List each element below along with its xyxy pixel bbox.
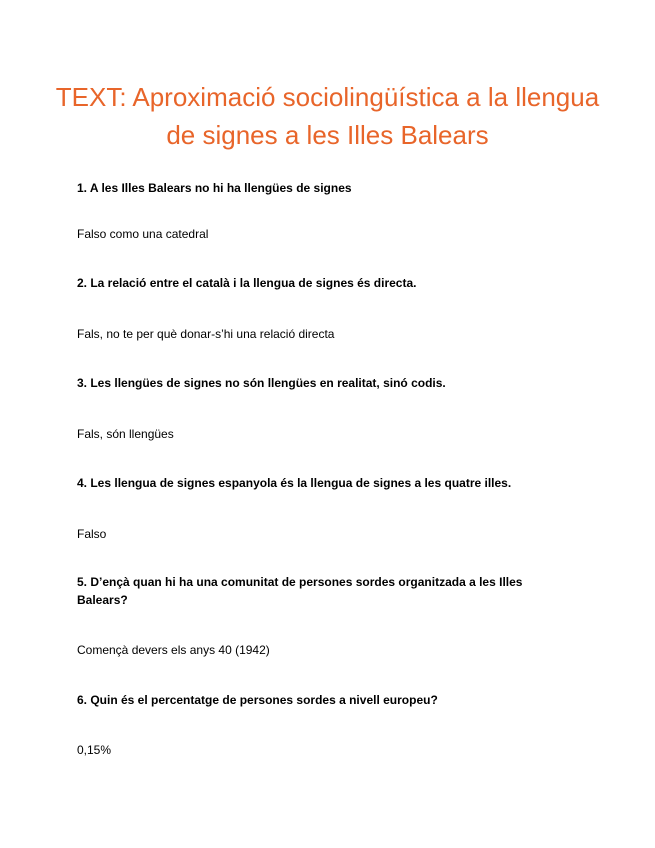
question-5: 5. D’ençà quan hi ha una comunitat de persones sordes organitzada a les Illes Balears? (77, 575, 523, 607)
document-title: TEXT: Aproximació sociolingüística a la llengua de signes a les Illes Balears (55, 82, 600, 150)
question-4: 4. Les llengua de signes espanyola és la llengua de signes a les quatre illes. (77, 476, 512, 490)
question-2: 2. La relació entre el català i la llengua de signes és directa. (77, 276, 417, 290)
answer-5: Començà devers els anys 40 (1942) (77, 643, 270, 657)
answer-4: Falso (77, 527, 107, 541)
answer-6: 0,15% (77, 743, 112, 757)
question-3: 3. Les llengües de signes no són llengües en realitat, sinó codis. (77, 376, 446, 390)
question-6: 6. Quin és el percentatge de persones sordes a nivell europeu? (77, 693, 438, 707)
question-1: 1. A les Illes Balears no hi ha llengües de signes (77, 181, 352, 195)
answer-3: Fals, són llengües (77, 427, 174, 441)
answer-2: Fals, no te per què donar-s’hi una relació directa (77, 327, 335, 341)
answer-1: Falso como una catedral (77, 227, 209, 241)
